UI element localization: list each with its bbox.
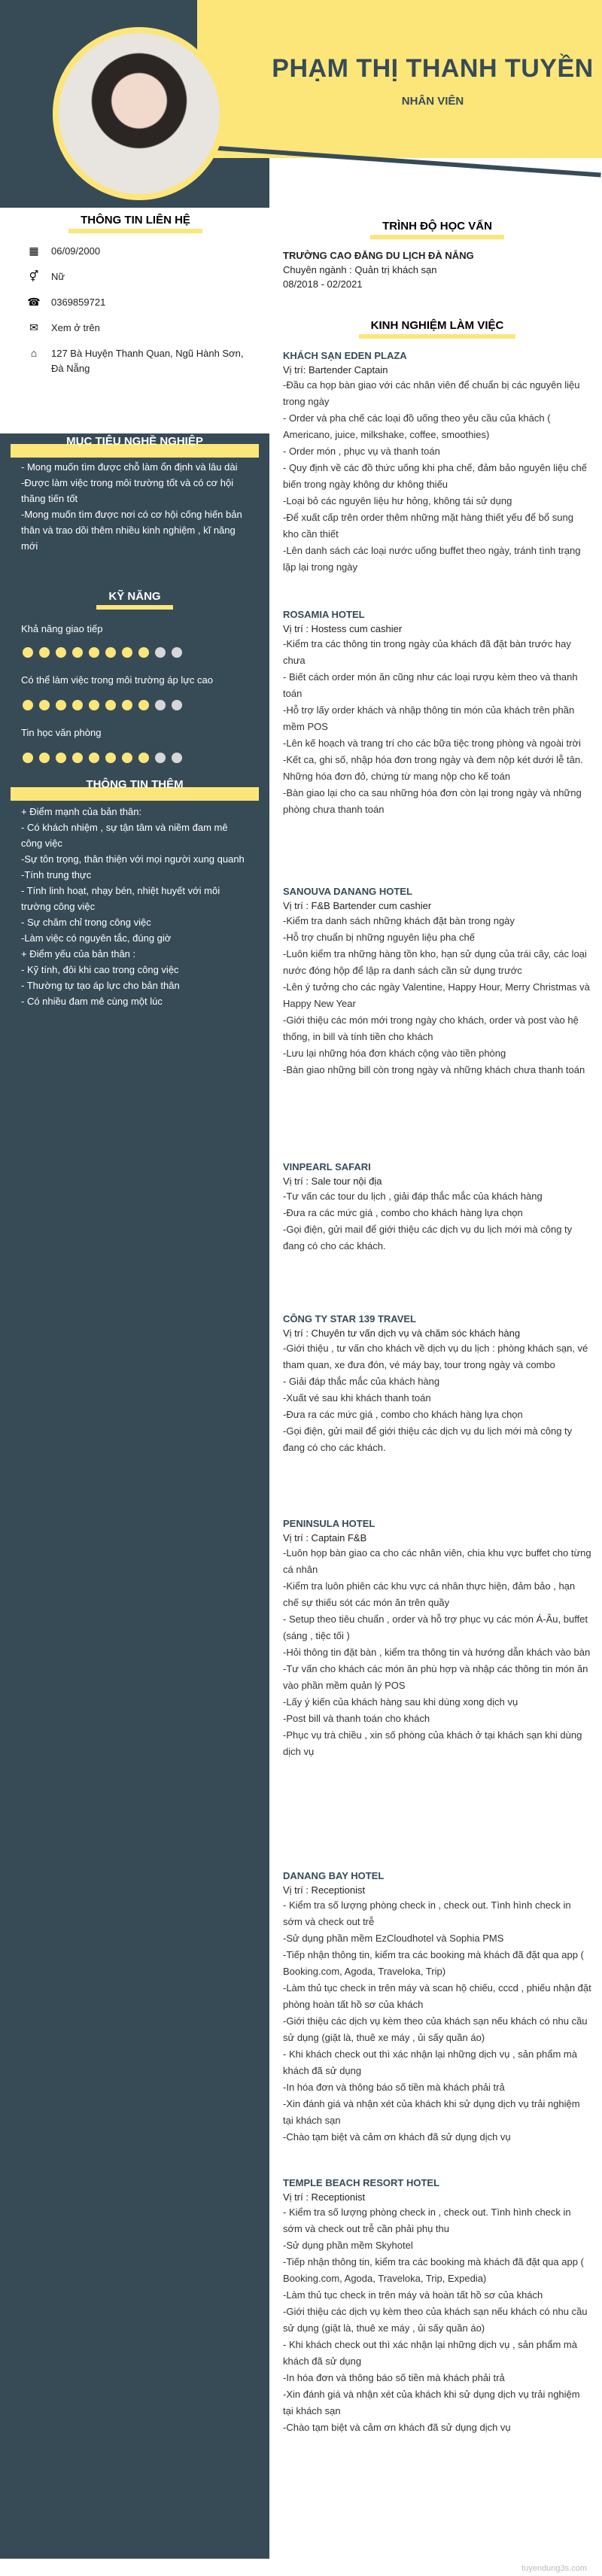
skills-title: KỸ NĂNG [11,590,259,610]
skill-dot [105,753,116,763]
skill-dot [172,647,182,658]
education-period: 08/2018 - 02/2021 [283,278,363,290]
footer-watermark: tuyendung3s.com [521,2564,587,2573]
job-position: Vị trí : F&B Bartender cum cashier [283,900,432,911]
skill-dot [72,700,83,710]
job-details: - Kiểm tra số lượng phòng check in , check out. Tình hình check in sớm và check out trễ cần phải phụ thu -Sử dụng phần mềm Skyhotel -Tiếp nhận thông tin, kiểm tra các booking mà khách đã đặt qua app ( Booking.com, Agoda, Traveloka, Trip, Expedia) -Làm thủ tục check in trên máy và hoàn tất hồ sơ của khách -Giới thiệu các dịch vụ kèm theo của khách sạn nếu khách có nhu cầu sử dụng (giặt là, thuê xe máy , ủi sấy quần áo) - Khi khách check out thì xác nhận lại những dịch vụ , sản phẩm mà khách đã sử dụng -In hóa đơn và thông báo số tiền mà khách phải trả -Xin đánh giá và nhận xét của khách khi sử dụng dịch vụ trải nghiệm tại khách sạn -Chào tạm biệt và cảm ơn khách đã sử dụng dịch vụ [283,2206,588,2433]
skill-dot [72,647,83,658]
skill-dot [89,700,99,710]
skill-dot [89,753,99,763]
skill-dot [56,647,66,658]
skill-dot [105,647,116,658]
contact-gender: ⚥ Nữ [27,269,253,284]
education-block [283,248,591,291]
avatar [53,27,226,200]
skill-dot [39,753,50,763]
skill-rating [23,700,182,710]
job-position: Vị trí: Bartender Captain [283,364,388,376]
job-position: Vị trí : Receptionist [283,1884,366,1896]
job-details: -Kiểm tra danh sách những khách đặt bàn trong ngày -Hỗ trợ chuẩn bị những nguyên liệu pha chế -Luôn kiểm tra những hàng tồn kho, hạn sử dụng của trái cây, các loại nước đóng hộp để lập ra danh sách cần sử dụng trước -Lên ý tưởng cho các ngày Valentine, Happy Hour, Merry Christmas và Happy New Year -Giới thiệu các món mới trong ngày cho khách, order và post vào hệ thống, in bill và tính tiền cho khách -Lưu lại những hóa đơn khách cộng vào tiền phòng -Bàn giao những bill còn trong ngày và những khách chưa thanh toán [283,915,590,1075]
education-school: TRƯỜNG CAO ĐẲNG DU LỊCH ĐÀ NẴNG [283,250,474,261]
job-entry [283,1160,591,1255]
job-position: Vị trí : Sale tour nội địa [283,1175,382,1187]
job-details: -Đầu ca họp bàn giao với các nhân viên để chuẩn bị các nguyên liệu trong ngày - Order và pha chế các loại đồ uống theo yêu cầu của khách ( Americano, juice, milkshake, coffee, smoothies) - Order món , phục vụ và thanh toán - Quy định về các đồ thức uống khi pha chế, đảm bảo nguyên liệu chế biến trong ngày không dư không thiếu -Loại bỏ các nguyên liệu hư hỏng, không tái sử dụng -Để xuất cấp trên order thêm những mặt hàng thiết yếu để bổ sung kho cần thiết -Lên danh sách các loại nước uống buffet theo ngày, tránh tình trạng lặp lại trong ngày [283,379,588,573]
job-details: -Kiểm tra các thông tin trong ngày của khách đã đặt bàn trước hay chưa - Biết cách order món ăn cũng như các loại rượu kèm theo và thanh toán -Hỗ trợ lấy order khách và nhập thông tin món của khách trên phần mềm POS -Lên kế hoạch và trang trí cho các bữa tiệc trong phòng và ngoài trời -Kết ca, ghi số, nhập hóa đơn trong ngày và đem nộp két dưới lễ tân. Những hóa đơn đỏ, chứng từ mang nộp cho kế toán -Bàn giao lại cho ca sau những hóa đơn còn lại trong ngày và những phòng chưa thanh toán [283,638,583,815]
skill-rating [23,647,182,658]
education-title: TRÌNH ĐỘ HỌC VẤN [283,220,591,239]
job-position: Vị trí : Receptionist [283,2191,366,2203]
contact-email: ✉ Xem ở trên [27,321,253,336]
job-entry [283,349,591,576]
skill-dot [56,753,66,763]
skill-label: Có thể làm việc trong môi trường áp lực cao [21,674,213,686]
contact-birthday: ▦ 06/09/2000 [27,244,253,259]
skill-dot [56,700,66,710]
job-entry [283,2176,591,2436]
job-details: -Tư vấn các tour du lịch , giải đáp thắc mắc của khách hàng -Đưa ra các mức giá , combo cho khách hàng lựa chọn -Gọi điện, gửi mail để giới thiệu các dịch vụ du lịch mới mà công ty đang có cho các khách. [283,1191,573,1252]
job-position: Vị trí : Chuyên tư vấn dịch vụ và chăm sóc khách hàng [283,1328,521,1339]
phone-icon: ☎ [27,296,41,308]
objective-text: - Mong muốn tìm được chỗ làm ổn định và lâu dài -Được làm việc trong môi trường tốt và có cơ hội thăng tiến tốt -Mong muốn tìm được nơi có cơ hội cống hiến bản thân và trao dồi thêm nhiều kinh nghiệm , kĩ năng mới [21,461,242,552]
job-entry [283,1312,591,1456]
profile-role: NHÂN VIÊN [401,95,464,108]
experience-title: KINH NGHIỆM LÀM VIỆC [283,319,591,339]
job-position: Vị trí : Hostess cum cashier [283,623,403,634]
job-details: - Kiểm tra số lượng phòng check in , check out. Tình hình check in sớm và check out trễ -Sử dụng phần mềm EzCloudhotel và Sophia PMS -Tiếp nhận thông tin, kiểm tra các booking mà khách đã đặt qua app ( Booking.com, Agoda, Traveloka, Trip) -Làm thủ tục check in trên máy và scan hộ chiếu, cccd , phiếu nhận đặt phòng hoàn tất hồ sơ của khách -Giới thiệu các dịch vụ kèm theo của khách sạn nếu khách có nhu cầu sử dụng (giặt là, thuê xe máy , ủi sấy quần áo) - Khi khách check out thì xác nhận lại những dịch vụ , sản phẩm mà khách đã sử dụng -In hóa đơn và thông báo số tiền mà khách phải trả -Xin đánh giá và nhận xét của khách khi sử dụng dịch vụ trải nghiệm tại khách sạn -Chào tạm biệt và cảm ơn khách đã sử dụng dịch vụ [283,1899,591,2143]
job-company: ROSAMIA HOTEL [283,609,365,620]
skill-dot [23,700,33,710]
profile-name: PHẠM THỊ THANH TUYỀN [272,54,594,83]
contact-section-title: THÔNG TIN LIÊN HỆ [23,214,248,233]
job-entry [283,608,591,818]
email-icon: ✉ [29,321,38,333]
contact-address: ⌂ 127 Bà Huyện Thanh Quan, Ngũ Hành Sơn, Đà Nẵng [27,346,253,376]
job-position: Vị trí : Captain F&B [283,1532,367,1543]
gender-icon: ⚥ [29,270,39,282]
job-details: -Luôn họp bàn giao ca cho các nhân viên, chia khu vực buffet cho từng cá nhân -Kiểm tra luôn phiên các khu vực cá nhân thực hiện, đảm bảo , hạn chế sự thiếu sót các món ăn trên quầy - Setup theo tiêu chuẩn , order và hỗ trợ phục vụ các món Á-Âu, buffet (sáng , tiệc tối ) -Hỏi thông tin đặt bàn , kiểm tra thông tin và hướng dẫn khách vào bàn -Tư vấn cho khách các món ăn phù hợp và nhập các thông tin món ăn vào phần mềm quản lý POS -Lấy ý kiến của khách hàng sau khi dùng xong dịch vụ -Post bill và thanh toán cho khách -Phục vụ trà chiều , xin số phòng của khách ở tại khách sạn khi dùng dịch vụ [283,1547,591,1757]
job-company: PENINSULA HOTEL [283,1518,375,1529]
skill-dot [155,647,166,658]
skill-label: Khả năng giao tiếp [21,623,103,634]
skill-dot [39,647,50,658]
home-icon: ⌂ [30,347,38,359]
skill-dot [138,700,149,710]
job-details: -Giới thiệu , tư vấn cho khách về dịch vụ du lịch : phòng khách sạn, vé tham quan, xe đưa đón, vé máy bay, tour trong ngày và combo - Giải đáp thắc mắc của khách hàng -Xuất vé sau khi khách thanh toán -Đưa ra các mức giá , combo cho khách hàng lựa chọn -Gọi điện, gửi mail để giới thiệu các dịch vụ du lịch mới mà công ty đang có cho các khách. [283,1343,588,1453]
skill-label: Tin học văn phòng [21,727,102,738]
calendar-icon: ▦ [29,245,39,257]
skill-dot [105,700,116,710]
job-entry [283,1869,591,2146]
extra-text: + Điểm mạnh của bản thân: - Có khách nhiệm , sự tận tâm và niềm đam mê công việc -Sự tôn trọng, thân thiện với mọi người xung quanh -Tính trung thực - Tính linh hoạt, nhạy bén, nhiệt huyết với môi trường công việc - Sự chăm chỉ trong công việc -Làm việc có nguyên tắc, đúng giờ + Điểm yếu của bản thân : - Kỹ tính, đôi khi cao trong công việc - Thường tự tạo áp lực cho bản thân - Có nhiều đam mê cùng một lúc [21,806,245,1007]
education-major: Chuyên ngành : Quản trị khách sạn [283,264,437,275]
skill-dot [138,753,149,763]
job-company: KHÁCH SẠN EDEN PLAZA [283,350,407,361]
skill-rating [23,753,182,763]
job-entry [283,1517,591,1760]
skill-dot [172,700,182,710]
job-company: TEMPLE BEACH RESORT HOTEL [283,2177,440,2188]
skill-dot [39,700,50,710]
skill-dot [155,700,166,710]
skill-dot [122,700,132,710]
skill-dot [89,647,99,658]
skill-dot [155,753,166,763]
skill-dot [23,753,33,763]
skill-dot [122,647,132,658]
job-entry [283,885,591,1078]
job-company: DANANG BAY HOTEL [283,1870,385,1881]
job-company: SANOUVA DANANG HOTEL [283,886,412,897]
skill-dot [23,647,33,658]
extra-title: THÔNG TIN THÊM [11,778,259,798]
objective-title: MỤC TIÊU NGHỀ NGHIỆP [11,435,259,455]
job-company: VINPEARL SAFARI [283,1161,371,1172]
skill-dot [72,753,83,763]
skill-dot [172,753,182,763]
job-company: CÔNG TY STAR 139 TRAVEL [283,1313,416,1324]
skill-dot [122,753,132,763]
contact-phone: ☎ 0369859721 [27,296,106,308]
skill-dot [138,647,149,658]
